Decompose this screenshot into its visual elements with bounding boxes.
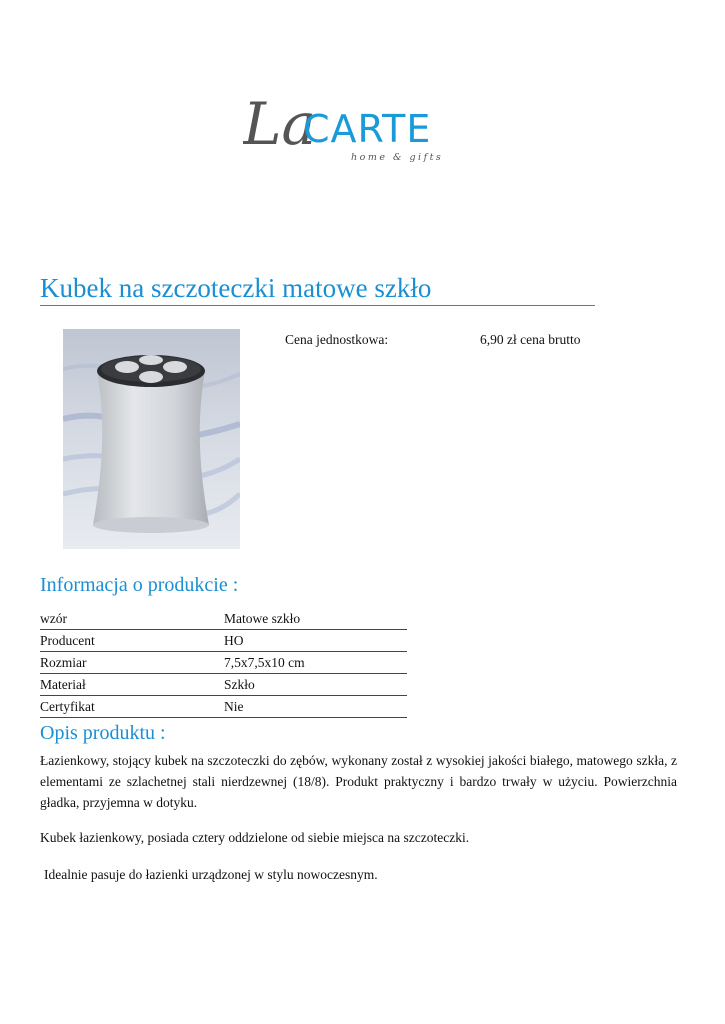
- spec-value: Matowe szkło: [224, 608, 407, 630]
- frosted-glass-toothbrush-holder-photo: [63, 329, 240, 549]
- product-title: Kubek na szczoteczki matowe szkło: [40, 272, 595, 306]
- table-row: [40, 652, 407, 674]
- table-row: [40, 696, 407, 718]
- spec-value: Szkło: [224, 674, 407, 696]
- logo-main-text: CARTE: [303, 107, 432, 151]
- description-paragraph: Idealnie pasuje do łazienki urządzonej w stylu nowoczesnym.: [44, 867, 378, 882]
- description-paragraph: Kubek łazienkowy, posiada cztery oddzielone od siebie miejsca na szczoteczki.: [40, 830, 470, 845]
- table-row: [40, 674, 407, 696]
- spec-key: Certyfikat: [40, 696, 224, 718]
- table-row: [40, 630, 407, 652]
- brand-logo: [243, 88, 448, 168]
- spec-key: wzór: [40, 608, 224, 630]
- table-row: [40, 608, 407, 630]
- product-info-heading: Informacja o produkcie :: [40, 574, 239, 596]
- spec-key: Rozmiar: [40, 652, 224, 674]
- product-info-table: [40, 608, 407, 718]
- spec-key: Materiał: [40, 674, 224, 696]
- spec-value: Nie: [224, 696, 407, 718]
- spec-value: 7,5x7,5x10 cm: [224, 652, 407, 674]
- price-value: 6,90 zł cena brutto: [480, 332, 581, 347]
- spec-value: HO: [224, 630, 407, 652]
- logo-tagline: home & gifts: [351, 152, 444, 163]
- product-description-heading: Opis produktu :: [40, 722, 166, 744]
- spec-key: Producent: [40, 630, 224, 652]
- logo-script-text: La: [243, 90, 317, 158]
- price-label: Cena jednostkowa:: [285, 332, 389, 347]
- description-paragraph: Łazienkowy, stojący kubek na szczoteczki do zębów, wykonany został z wysokiej jakości białego, matowego szkła, z elementami ze szlachetnej stali nierdzewnej (18/8). Produkt praktyczny i bardzo trwały w użyciu. Powierzchnia gładka, przyjemna w dotyku.: [40, 753, 677, 810]
